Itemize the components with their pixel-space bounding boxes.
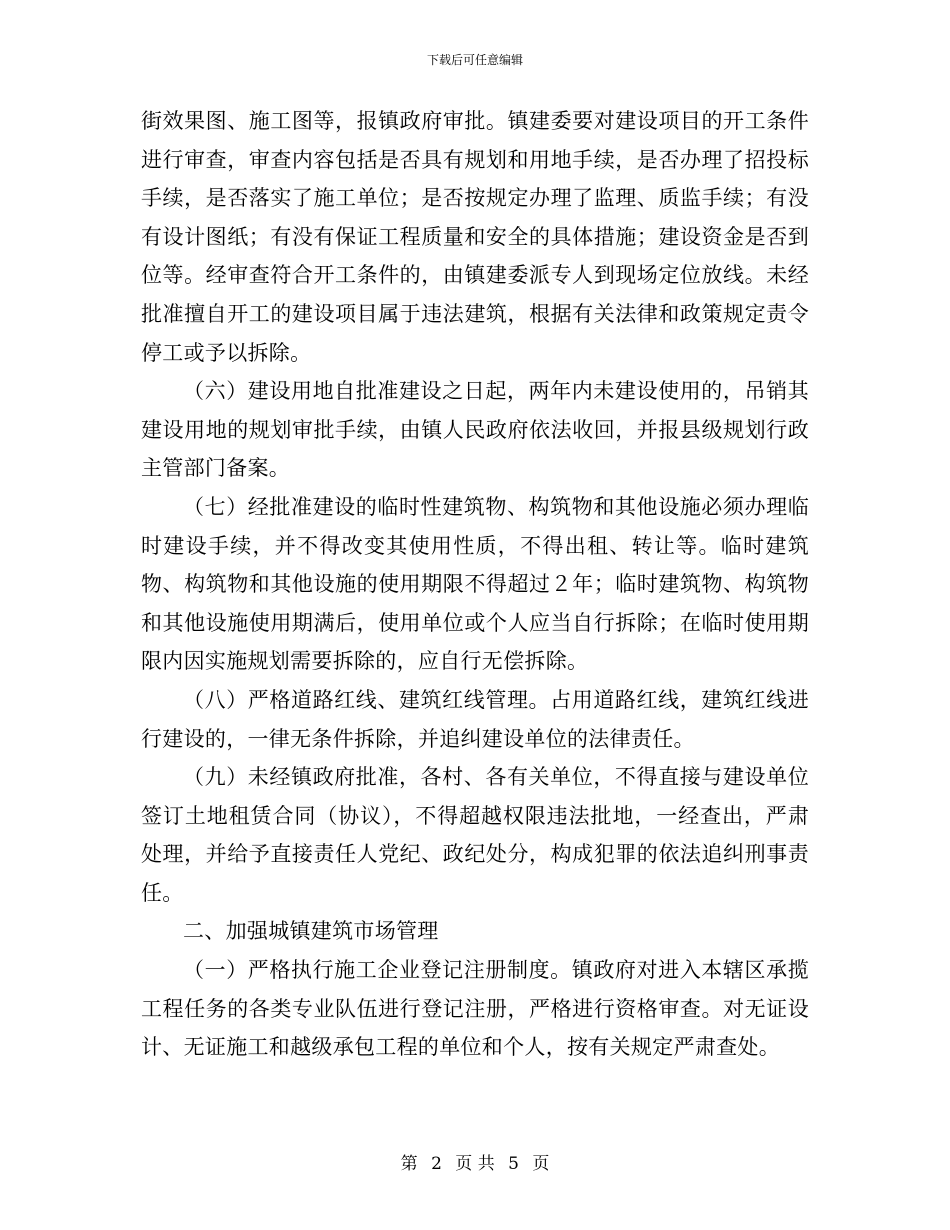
- document-body: [141, 102, 809, 1067]
- paragraph-continuation: 街效果图、施工图等，报镇政府审批。镇建委要对建设项目的开工条件进行审查，审查内容包括是否具有规划和用地手续，是否办理了招投标手续，是否落实了施工单位；是否按规定办理了监理、质监手续；有没有设计图纸；有没有保证工程质量和安全的具体措施；建设资金是否到位等。经审查符合开工条件的，由镇建委派专人到现场定位放线。未经批准擅自开工的建设项目属于违法建筑，根据有关法律和政策规定责令停工或予以拆除。: [141, 109, 809, 365]
- footer-suffix: 页: [532, 1154, 550, 1174]
- footer-prefix: 第: [400, 1154, 418, 1174]
- section-heading-two: 二、加强城镇建筑市场管理: [183, 919, 439, 944]
- footer-current-page: 2: [431, 1154, 442, 1174]
- paragraph-item-seven: （七）经批准建设的临时性建筑物、构筑物和其他设施必须办理临时建设手续，并不得改变其使用性质，不得出租、转让等。临时建筑物、构筑物和其他设施的使用期限不得超过２年；临时建筑物、构筑物和其他设施使用期满后，使用单位或个人应当自行拆除；在临时使用期限内因实施规划需要拆除的，应自行无偿拆除。: [141, 494, 809, 674]
- paragraph-section-two-item-one: （一）严格执行施工企业登记注册制度。镇政府对进入本辖区承揽工程任务的各类专业队伍进行登记注册，严格进行资格审查。对无证设计、无证施工和越级承包工程的单位和个人，按有关规定严肃查处。: [141, 958, 809, 1060]
- paragraph-item-nine: （九）未经镇政府批准，各村、各有关单位，不得直接与建设单位签订土地租赁合同（协议），不得超越权限违法批地，一经查出，严肃处理，并给予直接责任人党纪、政纪处分，构成犯罪的依法追纠刑事责任。: [141, 765, 809, 905]
- paragraph-item-six: （六）建设用地自批准建设之日起，两年内未建设使用的，吊销其建设用地的规划审批手续，由镇人民政府依法收回，并报县级规划行政主管部门备案。: [141, 379, 809, 481]
- footer-middle: 页 共: [455, 1154, 495, 1174]
- page-footer: [0, 1153, 950, 1175]
- paragraph-item-eight: （八）严格道路红线、建筑红线管理。占用道路红线，建筑红线进行建设的，一律无条件拆除，并追纠建设单位的法律责任。: [141, 687, 809, 751]
- page-header-note: 下载后可任意编辑: [426, 53, 523, 67]
- footer-total-pages: 5: [508, 1154, 519, 1174]
